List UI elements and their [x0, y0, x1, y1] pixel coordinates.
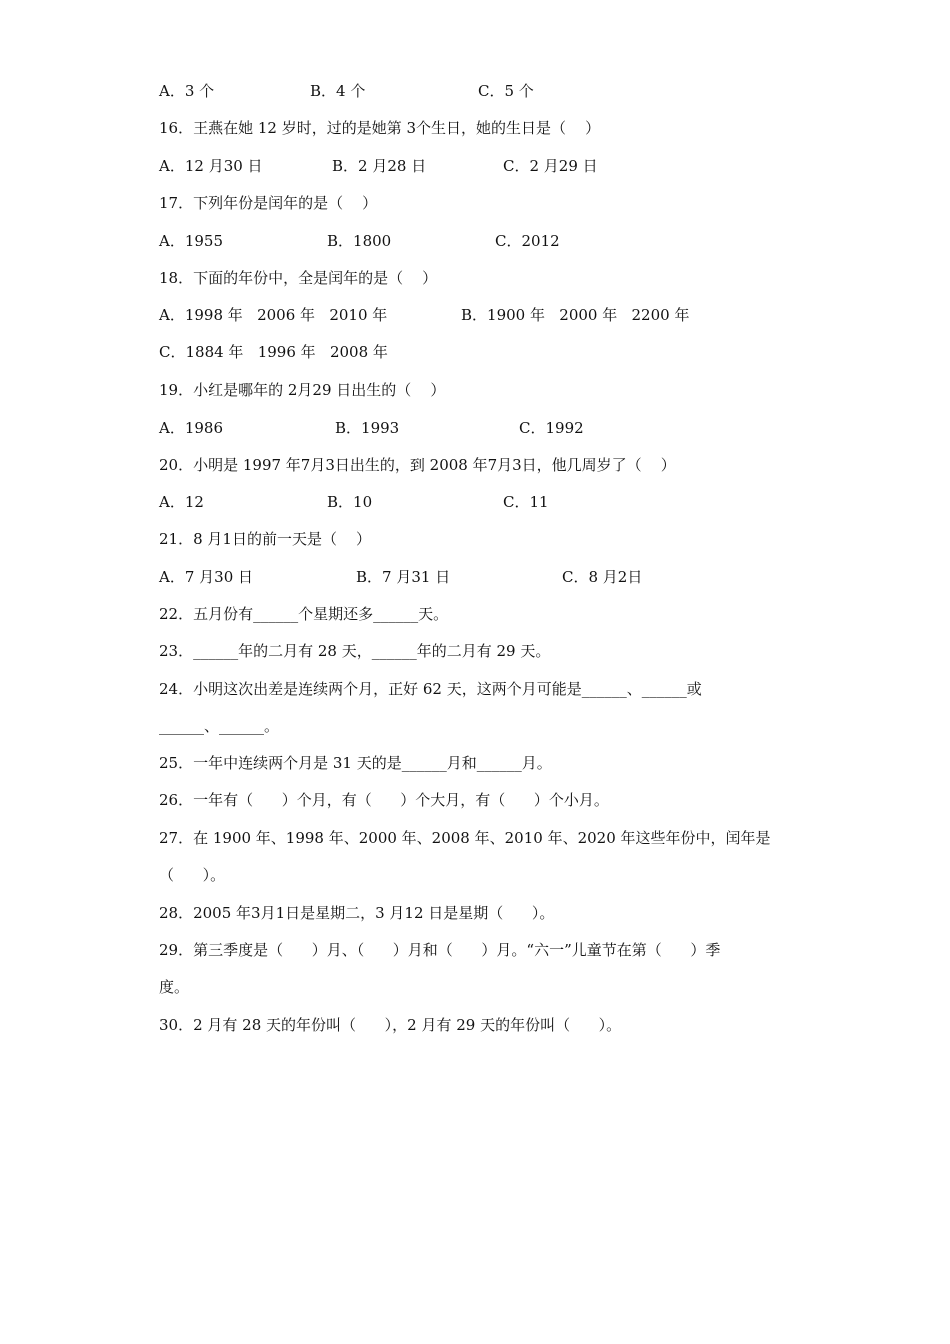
q15-option-a: A．3 个 [159, 82, 215, 100]
q15-option-c: C．5 个 [478, 82, 534, 100]
q18-stem: 18．下面的年份中，全是闰年的是（ ） [159, 269, 438, 287]
q20-option-a: A．12 [159, 493, 204, 511]
q17-option-c: C．2012 [495, 232, 560, 250]
q29-line1: 29．第三季度是（ ）月、（ ）月和（ ）月。“六一”儿童节在第（ ）季 [159, 941, 721, 959]
q17-option-a: A．1955 [159, 232, 224, 250]
q18-option-b: B．1900 年 2000 年 2200 年 [461, 306, 690, 324]
q21-option-a: A．7 月30 日 [159, 568, 253, 586]
q17-option-b: B．1800 [327, 232, 392, 250]
q18-option-a: A．1998 年 2006 年 2010 年 [159, 306, 388, 324]
q19-option-b: B．1993 [335, 419, 400, 437]
q19-stem: 19．小红是哪年的 2月29 日出生的（ ） [159, 381, 446, 399]
q15-option-b: B．4 个 [310, 82, 366, 100]
q16-option-a: A．12 月30 日 [159, 157, 263, 175]
q22-stem: 22．五月份有______个星期还多______天。 [159, 605, 449, 623]
q18-option-c: C．1884 年 1996 年 2008 年 [159, 343, 388, 361]
q19-option-c: C．1992 [519, 419, 584, 437]
q24-line2: ______、______。 [159, 717, 280, 735]
q20-option-c: C．11 [503, 493, 549, 511]
q27-line2: （ ）。 [159, 866, 226, 884]
q20-option-b: B．10 [327, 493, 373, 511]
q23-stem: 23．______年的二月有 28 天，______年的二月有 29 天。 [159, 642, 551, 660]
q16-stem: 16．王燕在她 12 岁时，过的是她第 3个生日，她的生日是（ ） [159, 119, 601, 137]
q19-option-a: A．1986 [159, 419, 224, 437]
q17-stem: 17．下列年份是闰年的是（ ） [159, 194, 378, 212]
q16-option-b: B．2 月28 日 [332, 157, 427, 175]
q30-stem: 30．2 月有 28 天的年份叫（ ），2 月有 29 天的年份叫（ ）。 [159, 1016, 622, 1034]
q21-stem: 21．8 月1日的前一天是（ ） [159, 530, 372, 548]
q29-line2: 度。 [159, 978, 190, 996]
q27-line1: 27．在 1900 年、1998 年、2000 年、2008 年、2010 年、2020 年这些年份中，闰年是 [159, 829, 771, 847]
q26-stem: 26．一年有（ ）个月，有（ ）个大月，有（ ）个小月。 [159, 791, 609, 809]
q16-option-c: C．2 月29 日 [503, 157, 598, 175]
q24-line1: 24．小明这次出差是连续两个月，正好 62 天，这两个月可能是______、______或 [159, 680, 702, 698]
q25-stem: 25．一年中连续两个月是 31 天的是______月和______月。 [159, 754, 552, 772]
q28-stem: 28．2005 年3月1日是星期二，3 月12 日是星期（ ）。 [159, 904, 555, 922]
q21-option-b: B．7 月31 日 [356, 568, 451, 586]
q21-option-c: C．8 月2日 [562, 568, 643, 586]
q20-stem: 20．小明是 1997 年7月3日出生的，到 2008 年7月3日，他几周岁了（ ） [159, 456, 676, 474]
